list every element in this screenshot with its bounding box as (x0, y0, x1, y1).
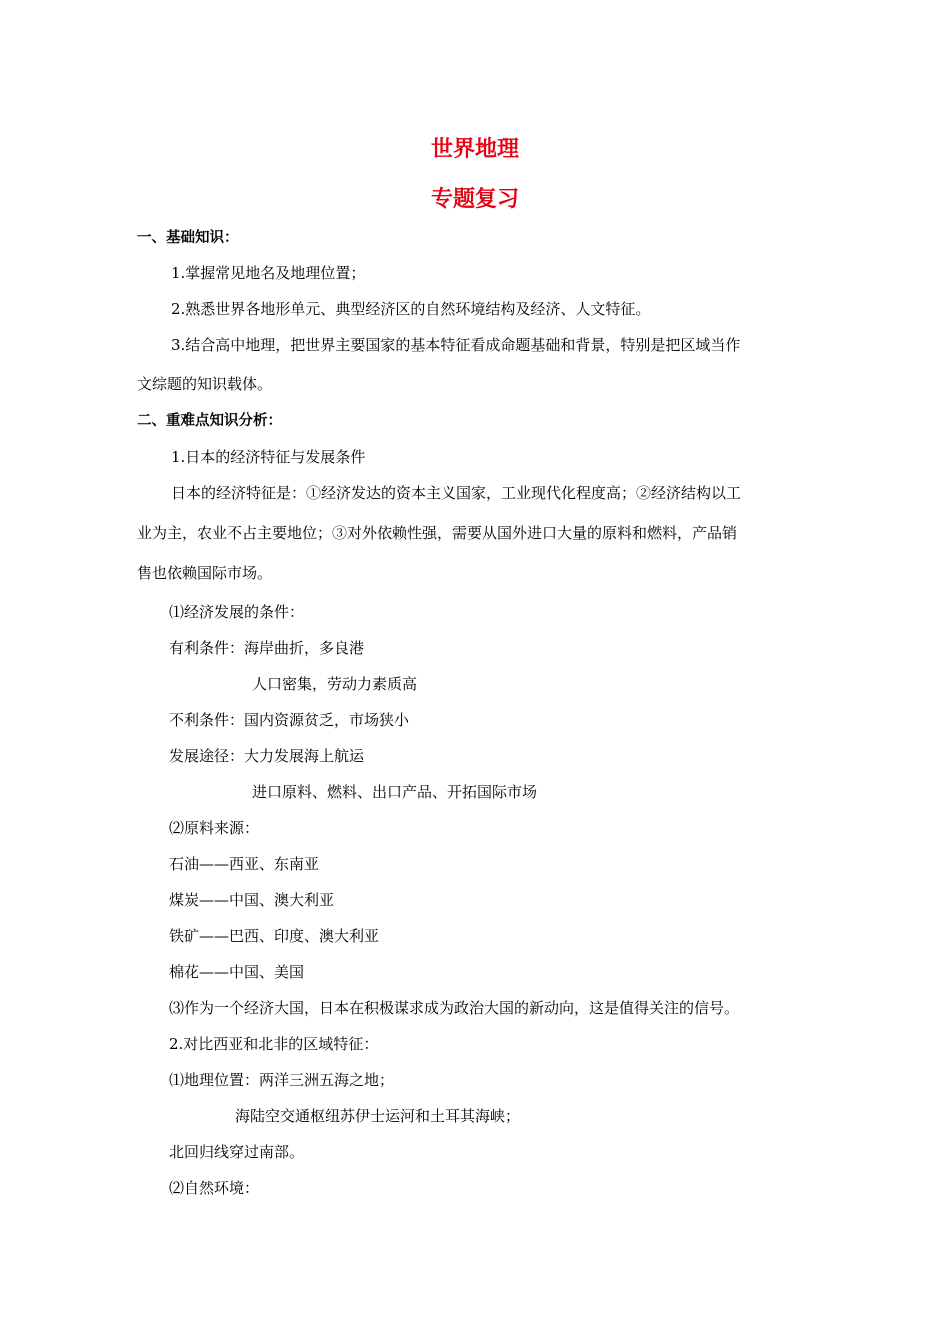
paragraph-line: 3.结合高中地理，把世界主要国家的基本特征看成命题基础和背景，特别是把区域当作 (171, 336, 741, 354)
paragraph-line: 日本的经济特征是：①经济发达的资本主义国家，工业现代化程度高；②经济结构以工 (171, 484, 742, 502)
paragraph-line: 石油——西亚、东南亚 (169, 855, 320, 873)
paragraph-line: ⑶作为一个经济大国，日本在积极谋求成为政治大国的新动向，这是值得关注的信号。 (169, 999, 740, 1017)
paragraph-line: 人口密集，劳动力素质高 (252, 675, 418, 693)
document-title: 世界地理 (430, 137, 519, 162)
paragraph-line: 海陆空交通枢纽苏伊士运河和土耳其海峡； (235, 1107, 521, 1125)
paragraph-line: 有利条件：海岸曲折，多良港 (169, 639, 365, 657)
paragraph-line: 发展途径：大力发展海上航运 (169, 747, 365, 765)
paragraph-line: 2.熟悉世界各地形单元、典型经济区的自然环境结构及经济、人文特征。 (171, 300, 651, 318)
paragraph-line: 售也依赖国际市场。 (137, 564, 273, 582)
paragraph-line: ⑵自然环境： (169, 1179, 260, 1197)
paragraph-line: ⑴地理位置：两洋三洲五海之地； (169, 1071, 395, 1089)
paragraph-line: 1.掌握常见地名及地理位置； (171, 264, 366, 282)
paragraph-line: 棉花——中国、美国 (169, 963, 305, 981)
paragraph-line: ⑴经济发展的条件： (169, 603, 305, 621)
paragraph-line: 铁矿——巴西、印度、澳大利亚 (169, 927, 380, 945)
paragraph-line: 北回归线穿过南部。 (169, 1143, 305, 1161)
paragraph-line: 业为主，农业不占主要地位；③对外依赖性强，需要从国外进口大量的原料和燃料，产品销 (137, 524, 738, 542)
paragraph-line: 文综题的知识载体。 (137, 375, 273, 393)
paragraph-line: 1.日本的经济特征与发展条件 (171, 448, 366, 466)
section-heading-analysis: 二、重难点知识分析： (137, 413, 282, 429)
paragraph-line: 进口原料、燃料、出口产品、开拓国际市场 (252, 783, 538, 801)
paragraph-line: ⑵原料来源： (169, 819, 260, 837)
document-subtitle: 专题复习 (430, 187, 519, 212)
paragraph-line: 不利条件：国内资源贫乏，市场狭小 (169, 711, 410, 729)
paragraph-line: 煤炭——中国、澳大利亚 (169, 891, 335, 909)
section-heading-basics: 一、基础知识： (137, 230, 239, 246)
paragraph-line: 2.对比西亚和北非的区域特征： (169, 1035, 379, 1053)
